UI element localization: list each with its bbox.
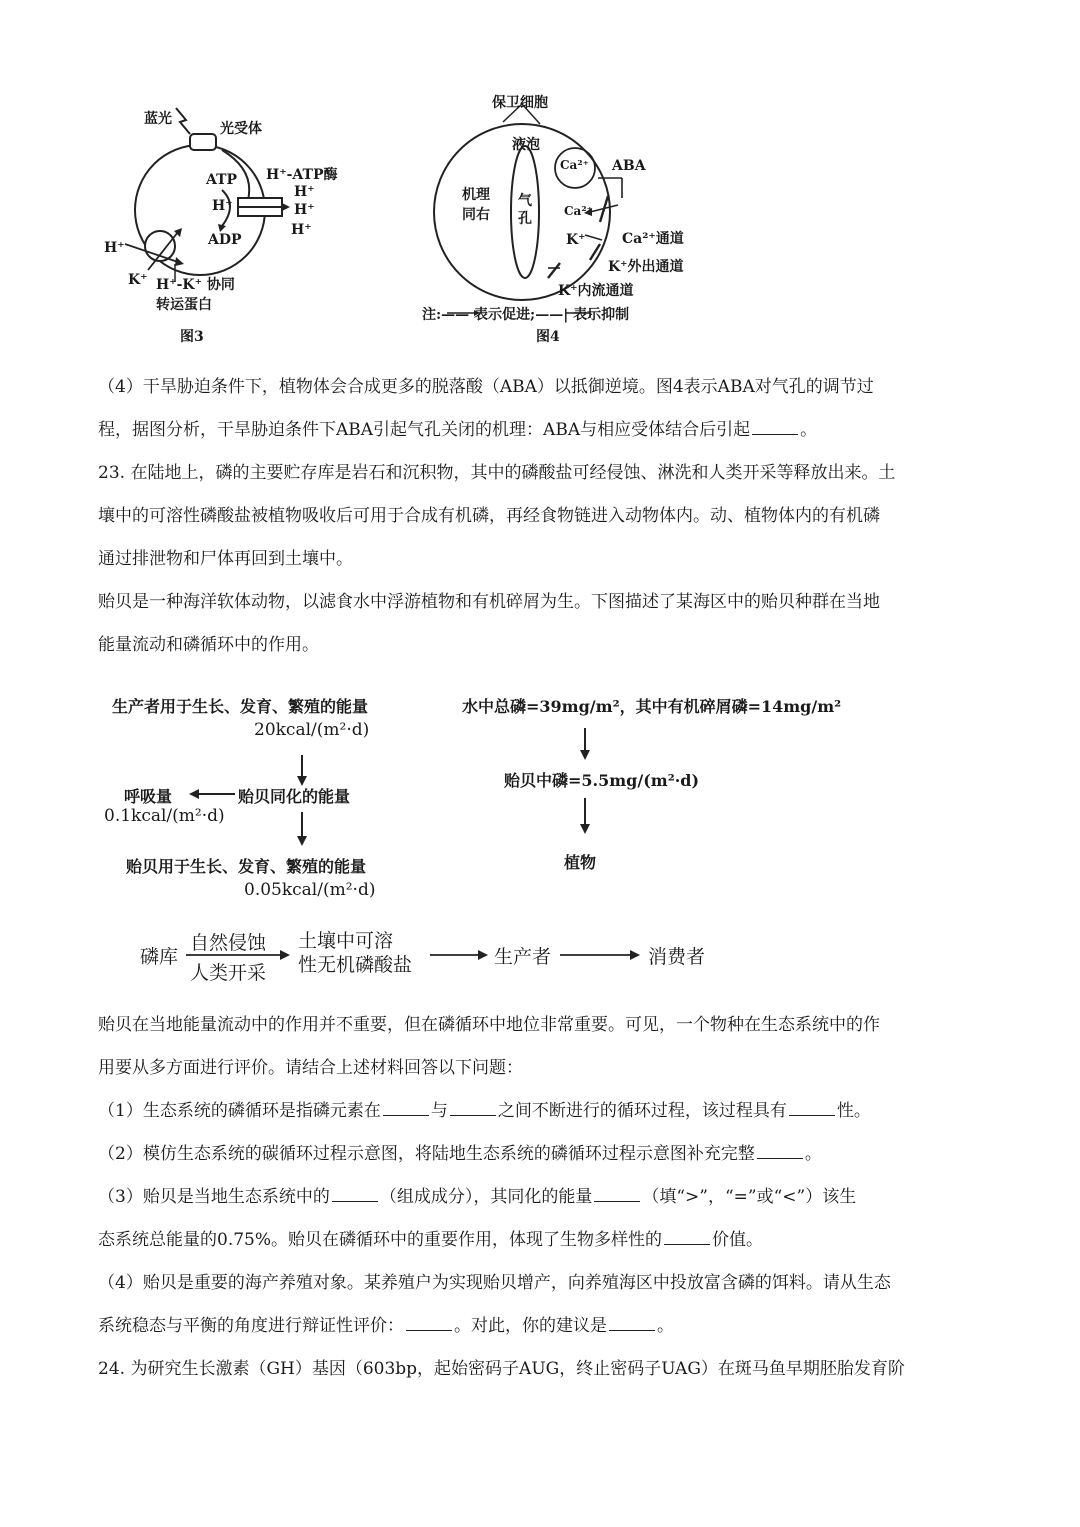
producer-energy-value: 20kcal/(m²·d) bbox=[254, 720, 370, 740]
energy-arrow-down-2 bbox=[297, 836, 307, 846]
growth-energy-label: 贻贝用于生长、发育、繁殖的能量 bbox=[126, 857, 367, 876]
q23-sub-3-line-1: （3）贻贝是当地生态系统中的 （组成成分），其同化的能量 （填“>”，“=”或“<”）该生 bbox=[98, 1176, 984, 1219]
fig3-adp-label: ADP bbox=[208, 232, 242, 248]
cycle-arrow-3 bbox=[630, 950, 640, 960]
cycle-arrow-2 bbox=[478, 950, 488, 960]
fig3-caption: 图3 bbox=[180, 329, 204, 345]
answer-blank[interactable] bbox=[789, 1098, 835, 1116]
question-23-body bbox=[98, 1004, 984, 1391]
energy-arrow-left bbox=[189, 789, 199, 799]
fig3-h-out-label: H⁺ bbox=[104, 240, 125, 256]
answer-blank[interactable] bbox=[594, 1184, 640, 1202]
fig3-atpase-label: H⁺-ATP酶 bbox=[266, 167, 338, 183]
answer-blank[interactable] bbox=[757, 1141, 803, 1159]
answer-blank[interactable] bbox=[450, 1098, 496, 1116]
fig3-k-in-label: K⁺ bbox=[128, 272, 148, 288]
fig4-stoma-label-2: 孔 bbox=[518, 211, 532, 227]
phosphorus-arrow-down-2 bbox=[580, 824, 590, 834]
fig4-k-out-channel-label: K⁺外出通道 bbox=[608, 259, 684, 275]
cycle-arrow-1 bbox=[280, 950, 290, 960]
mussel-phosphorus-label: 贻贝中磷=5.5mg/(m²·d) bbox=[504, 771, 700, 790]
phosphorus-pool-label: 磷库 bbox=[140, 946, 179, 968]
q22-4-line-2: 程，据图分析，干旱胁迫条件下ABA引起气孔关闭的机理：ABA与相应受体结合后引起 。 bbox=[98, 409, 984, 452]
answer-blank[interactable] bbox=[664, 1227, 710, 1245]
q23-p2-line-1: 贻贝是一种海洋软体动物，以滤食水中浮游植物和有机碎屑为生。下图描述了某海区中的贻贝种群在当地 bbox=[98, 592, 880, 612]
answer-blank[interactable] bbox=[752, 417, 798, 435]
q24-line-1: 24. 为研究生长激素（GH）基因（603bp，起始密码子AUG，终止密码子UAG）在斑马鱼早期胚胎发育阶 bbox=[98, 1359, 905, 1379]
q23-sub-1: （1）生态系统的磷循环是指磷元素在 与 之间不断进行的循环过程，该过程具有 性。 bbox=[98, 1090, 984, 1133]
fig4-ca-channel-label: Ca²⁺通道 bbox=[622, 231, 684, 247]
fig3-h1-label: H⁺ bbox=[294, 184, 315, 200]
q22-4-line-1: （4）干旱胁迫条件下，植物体会合成更多的脱落酸（ABA）以抵御逆境。图4表示ABA对气孔的调节过 bbox=[98, 377, 874, 397]
q23-p1-line-1: 23. 在陆地上，磷的主要贮存库是岩石和沉积物，其中的磷酸盐可经侵蚀、淋洗和人类开采等释放出来。土 bbox=[98, 463, 896, 483]
producer-label: 生产者 bbox=[494, 946, 552, 968]
fig4-caption: 图4 bbox=[536, 329, 560, 345]
q23-p2-line-2: 能量流动和磷循环中的作用。 bbox=[98, 635, 319, 655]
fig4-guard-cell-label: 保卫细胞 bbox=[492, 95, 548, 111]
consumer-label: 消费者 bbox=[648, 946, 706, 968]
respiration-label: 呼吸量 bbox=[124, 787, 173, 806]
fig3-cotransporter-label-2: 转运蛋白 bbox=[156, 297, 212, 313]
fig3-blue-light-label: 蓝光 bbox=[144, 111, 172, 127]
soil-phosphate-label-2: 性无机磷酸盐 bbox=[298, 954, 413, 976]
q23-p1-line-2: 壤中的可溶性磷酸盐被植物吸收后可用于合成有机磷，再经食物链进入动物体内。动、植物体内的有机磷 bbox=[98, 506, 880, 526]
fig4-mechanism-label-1: 机理 bbox=[462, 187, 490, 203]
question-22-4 bbox=[98, 366, 984, 452]
fig4-k-cytosol-label: K⁺ bbox=[566, 232, 586, 248]
fig4-stoma-label-1: 气 bbox=[518, 193, 532, 209]
fig4-mechanism-label-2: 同右 bbox=[462, 207, 490, 223]
soil-phosphate-label-1: 土壤中可溶 bbox=[298, 930, 394, 952]
plants-label: 植物 bbox=[564, 853, 597, 872]
fig4-k-in-channel-label: K⁺内流通道 bbox=[558, 283, 634, 299]
answer-blank[interactable] bbox=[383, 1098, 429, 1116]
respiration-value: 0.1kcal/(m²·d) bbox=[104, 806, 225, 826]
producer-energy-label: 生产者用于生长、发育、繁殖的能量 bbox=[112, 697, 369, 716]
fig4-ca-cytosol-label: Ca²⁺ bbox=[564, 204, 593, 218]
q23-sub-2: （2）模仿生态系统的碳循环过程示意图，将陆地生态系统的磷循环过程示意图补充完整 。 bbox=[98, 1133, 984, 1176]
q23-p1-line-3: 通过排泄物和尸体再回到土壤中。 bbox=[98, 549, 353, 569]
answer-blank[interactable] bbox=[332, 1184, 378, 1202]
fig3-h3-label: H⁺ bbox=[291, 222, 312, 238]
phosphorus-arrow-down-1 bbox=[580, 750, 590, 760]
fig3-lightning-icon bbox=[176, 108, 190, 134]
q23-sub-4-line-2: 系统稳态与平衡的角度进行辩证性评价： 。对此，你的建议是 。 bbox=[98, 1305, 984, 1348]
growth-energy-value: 0.05kcal/(m²·d) bbox=[244, 880, 376, 900]
q23-p3-line-1: 贻贝在当地能量流动中的作用并不重要，但在磷循环中地位非常重要。可见，一个物种在生态系统中的作 bbox=[98, 1015, 880, 1035]
fig4-vacuole-label: 液泡 bbox=[512, 137, 540, 153]
fig3-cotransporter-label-1: H⁺-K⁺ 协同 bbox=[156, 277, 235, 293]
fig3-receptor-label: 光受体 bbox=[220, 121, 262, 137]
q23-sub-3-line-2: 态系统总能量的0.75%。贻贝在磷循环中的重要作用，体现了生物多样性的 价值。 bbox=[98, 1219, 984, 1262]
fig4-note: 注:—— 表示促进;——| 表示抑制 bbox=[422, 307, 630, 323]
human-mining-label: 人类开采 bbox=[190, 962, 267, 984]
assimilated-energy-label: 贻贝同化的能量 bbox=[238, 787, 351, 806]
fig3-atp-label: ATP bbox=[206, 172, 238, 188]
q23-p3-line-2: 用要从多方面进行评价。请结合上述材料回答以下问题： bbox=[98, 1058, 523, 1078]
answer-blank[interactable] bbox=[406, 1313, 452, 1331]
fig3-h-left-label: H⁺ bbox=[212, 198, 233, 214]
natural-weathering-label: 自然侵蚀 bbox=[190, 932, 267, 954]
q23-sub-4-line-1: （4）贻贝是重要的海产养殖对象。某养殖户为实现贻贝增产，向养殖海区中投放富含磷的饵料。请从生态 bbox=[98, 1273, 891, 1293]
water-total-phosphorus-label: 水中总磷=39mg/m²，其中有机碎屑磷=14mg/m² bbox=[462, 697, 842, 716]
fig4-aba-label: ABA bbox=[612, 158, 646, 174]
question-23-intro bbox=[98, 452, 984, 667]
fig4-ca-vacuole-label: Ca²⁺ bbox=[560, 158, 589, 172]
answer-blank[interactable] bbox=[609, 1313, 655, 1331]
fig3-receptor-shape bbox=[190, 134, 216, 150]
fig3-h2-label: H⁺ bbox=[294, 202, 315, 218]
